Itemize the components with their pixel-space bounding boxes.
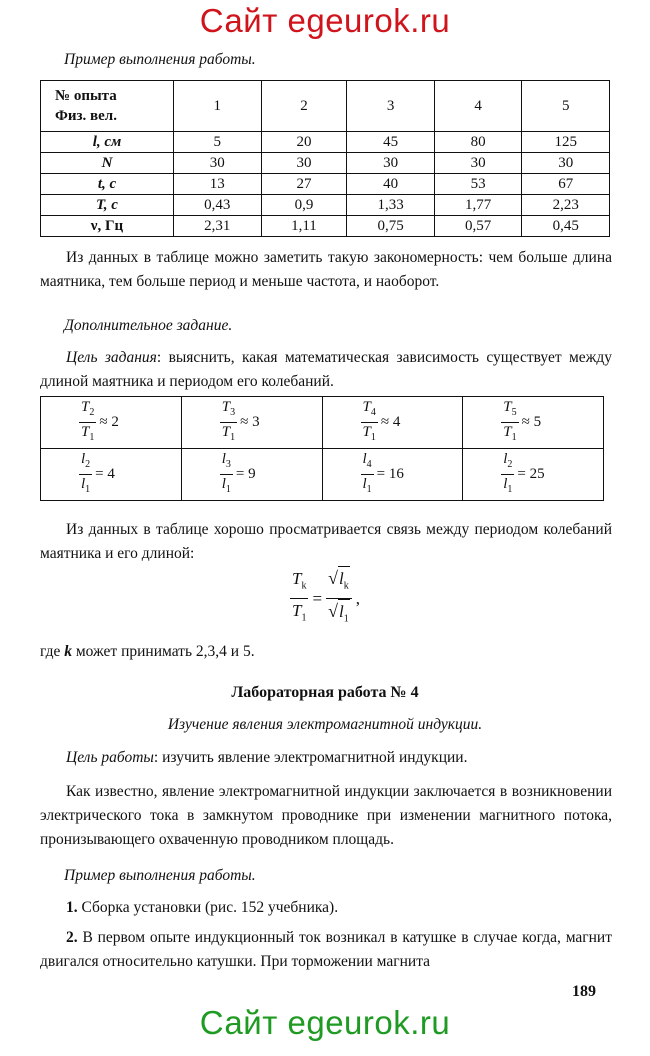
- header-phys-quantity: Физ. вел.: [55, 108, 117, 124]
- paragraph-induction: Как известно, явление электромагнитной индукции заключается в возникновении электрического тока в замкнутом проводнике при изменении магнитного потока, пронизывающего охваченную проводником площадь.: [40, 783, 612, 848]
- sqrt-icon: √: [328, 601, 338, 622]
- row-label-frequency: ν, Гц: [41, 216, 174, 237]
- table-cell: 2,31: [174, 216, 262, 237]
- table-cell: 1,33: [347, 195, 435, 216]
- ratio-value: ≈ 3: [240, 414, 260, 430]
- length-ratio-row: [41, 449, 604, 501]
- table-row: [41, 132, 610, 153]
- row-label-period: T, с: [41, 195, 174, 216]
- list-item: 2. В первом опыте индукционный ток возникал в катушке в случае когда, магнит двигался относительно катушки. При торможении магнита: [40, 929, 612, 970]
- table-cell: 0,75: [347, 216, 435, 237]
- goal-text: : выяснить, какая математическая зависимость существует между длиной маятника и периодом его колебаний.: [40, 349, 612, 390]
- ratio-value: = 16: [376, 466, 404, 482]
- ratio-value: = 9: [235, 466, 256, 482]
- table-cell: 0,9: [261, 195, 347, 216]
- ratio-fraction: $\frac{T_5}{T_1}$: [503, 399, 517, 443]
- site-watermark-bottom: Сайт egeurok.ru: [199, 1004, 451, 1041]
- table-cell: 0,43: [174, 195, 262, 216]
- ratio-value: = 4: [95, 466, 115, 482]
- table-cell: 20: [261, 132, 347, 153]
- table-cell: 2,23: [522, 195, 610, 216]
- pendulum-data-table: [40, 80, 610, 237]
- formula-lhs: $\frac{T_k}{T_1}$: [292, 569, 307, 624]
- goal-label: Цель задания: [66, 349, 157, 366]
- ratio-value: ≈ 5: [521, 414, 542, 430]
- table-cell: 30: [261, 153, 347, 174]
- table-cell: 80: [434, 132, 522, 153]
- table-cell: 45: [347, 132, 435, 153]
- ratio-value: = 25: [517, 466, 545, 482]
- lab-goal-label: Цель работы: [66, 749, 154, 766]
- paragraph-k-values: где k может принимать 2,3,4 и 5.: [40, 643, 255, 660]
- paragraph-goal: [40, 346, 612, 394]
- site-watermark-top: Сайт egeurok.ru: [199, 2, 451, 39]
- ratio-fraction: $\frac{l_2}{l_1}$: [81, 451, 91, 495]
- paragraph-relation: Из данных в таблице хорошо просматривается связь между периодом колебаний маятника и его длиной:: [40, 521, 612, 562]
- ratio-fraction: $\frac{l_2}{l_1}$: [503, 451, 513, 495]
- sqrt-icon: √: [328, 568, 338, 588]
- column-header: 3: [347, 81, 435, 132]
- column-header: 5: [522, 81, 610, 132]
- table-cell: 30: [347, 153, 435, 174]
- lab-goal-text: : изучить явление электромагнитной индукции.: [153, 749, 468, 766]
- table-cell: 30: [434, 153, 522, 174]
- table-cell: 53: [434, 174, 522, 195]
- table-cell: 1,11: [261, 216, 347, 237]
- table-cell: 67: [522, 174, 610, 195]
- table-cell: 0,57: [434, 216, 522, 237]
- example-label: Пример выполнения работы.: [64, 51, 256, 68]
- ratio-fraction: $\frac{l_4}{l_1}$: [362, 451, 372, 495]
- formula-rhs: √ $l_k$ √ $l_1$: [326, 566, 352, 632]
- table-cell: 13: [174, 174, 262, 195]
- table-row: [41, 153, 610, 174]
- table-cell: [181, 397, 322, 449]
- table-cell: 40: [347, 174, 435, 195]
- table-cell: 0,45: [522, 216, 610, 237]
- header-experiment-no: № опыта: [55, 88, 117, 104]
- example-label: Пример выполнения работы.: [64, 867, 256, 884]
- formula-equals: =: [312, 588, 323, 608]
- table-cell: [322, 449, 463, 501]
- period-ratio-row: [41, 397, 604, 449]
- paragraph-pattern: Из данных в таблице можно заметить такую закономерность: чем больше длина маятника, тем больше период и меньше частота, и наоборот.: [40, 249, 612, 290]
- column-header: 4: [434, 81, 522, 132]
- table-cell: [463, 397, 604, 449]
- table-cell: [322, 397, 463, 449]
- list-item: 1. Сборка установки (рис. 152 учебника).: [66, 899, 339, 916]
- paragraph-lab-goal: [40, 746, 612, 770]
- table-row: [41, 216, 610, 237]
- ratio-value: ≈ 2: [99, 414, 119, 430]
- table-cell: 30: [522, 153, 610, 174]
- ratio-fraction: $\frac{T_4}{T_1}$: [362, 399, 376, 443]
- period-length-formula: [290, 566, 360, 632]
- ratio-fraction: $\frac{T_2}{T_1}$: [81, 399, 95, 443]
- table-cell: 27: [261, 174, 347, 195]
- page-number: 189: [572, 983, 596, 1000]
- ratio-fraction: $\frac{T_3}{T_1}$: [221, 399, 236, 443]
- extra-task-label: Дополнительное задание.: [64, 317, 233, 334]
- column-header: 2: [261, 81, 347, 132]
- lab-work-subtitle: Изучение явления электромагнитной индукции.: [167, 716, 483, 733]
- table-cell: 30: [174, 153, 262, 174]
- lab-work-title: Лабораторная работа № 4: [231, 684, 419, 701]
- formula-comma: ,: [355, 588, 360, 608]
- table-cell: [41, 397, 182, 449]
- table-corner-header: [41, 81, 174, 132]
- table-row: [41, 195, 610, 216]
- row-label-time: t, с: [41, 174, 174, 195]
- table-row: [41, 174, 610, 195]
- table-header-row: [41, 81, 610, 132]
- table-cell: 5: [174, 132, 262, 153]
- ratio-table: [40, 396, 604, 501]
- table-cell: [181, 449, 322, 501]
- ratio-fraction: $\frac{l_3}{l_1}$: [221, 451, 231, 495]
- ratio-value: ≈ 4: [380, 414, 401, 430]
- table-cell: 1,77: [434, 195, 522, 216]
- table-cell: [41, 449, 182, 501]
- row-label-length: l, см: [41, 132, 174, 153]
- table-cell: 125: [522, 132, 610, 153]
- column-header: 1: [174, 81, 262, 132]
- table-cell: [463, 449, 604, 501]
- row-label-count: N: [41, 153, 174, 174]
